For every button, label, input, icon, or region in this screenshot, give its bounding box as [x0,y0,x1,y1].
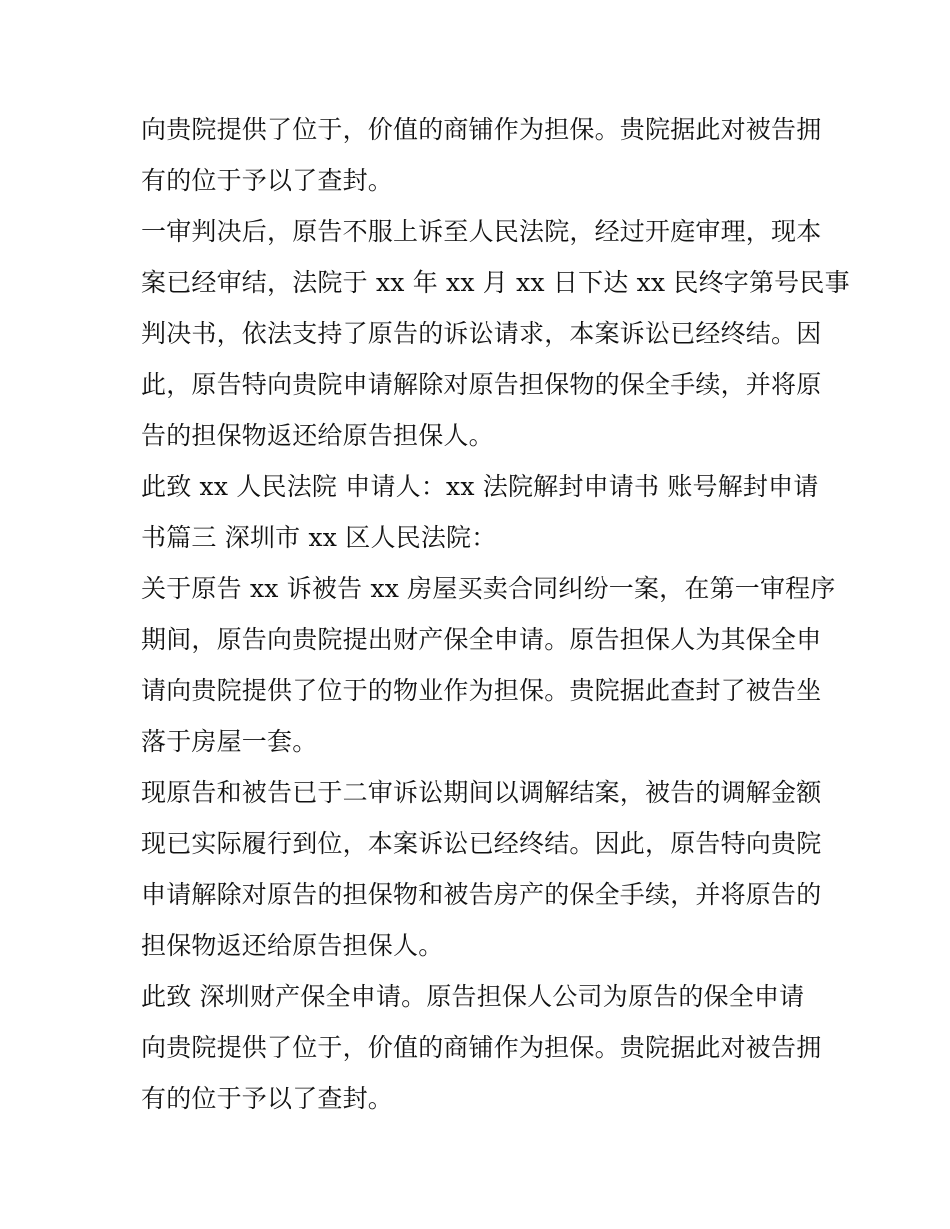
text-line: 请向贵院提供了位于的物业作为担保。贵院据此查封了被告坐 [141,676,822,705]
text-line: 现原告和被告已于二审诉讼期间以调解结案，被告的调解金额 [141,778,822,807]
text-line: 一审判决后，原告不服上诉至人民法院，经过开庭审理，现本 [141,217,822,246]
text-line: 现已实际履行到位，本案诉讼已经终结。因此，原告特向贵院 [141,829,822,858]
text-line: 判决书，依法支持了原告的诉讼请求，本案诉讼已经终结。因 [141,319,822,348]
text-line: 案已经审结，法院于 xx 年 xx 月 xx 日下达 xx 民终字第号民事 [141,268,850,297]
text-line: 申请解除对原告的担保物和被告房产的保全手续，并将原告的 [141,880,822,909]
text-line: 此致 深圳财产保全申请。原告担保人公司为原告的保全申请 [141,982,805,1011]
document-body [141,104,850,1124]
text-line: 向贵院提供了位于，价值的商铺作为担保。贵院据此对被告拥 [141,1033,822,1062]
text-line: 向贵院提供了位于，价值的商铺作为担保。贵院据此对被告拥 [141,115,822,144]
text-line: 期间，原告向贵院提出财产保全申请。原告担保人为其保全申 [141,625,822,654]
text-line: 此，原告特向贵院申请解除对原告担保物的保全手续，并将原 [141,370,822,399]
text-line: 告的担保物返还给原告担保人。 [141,421,494,450]
text-line: 落于房屋一套。 [141,727,318,756]
text-line: 书篇三 深圳市 xx 区人民法院： [141,523,497,552]
text-line: 此致 xx 人民法院 申请人：xx 法院解封申请书 账号解封申请 [141,472,819,501]
text-line: 关于原告 xx 诉被告 xx 房屋买卖合同纠纷一案，在第一审程序 [141,574,836,603]
text-line: 担保物返还给原告担保人。 [141,931,444,960]
text-line: 有的位于予以了查封。 [141,166,394,195]
text-line: 有的位于予以了查封。 [141,1084,394,1113]
